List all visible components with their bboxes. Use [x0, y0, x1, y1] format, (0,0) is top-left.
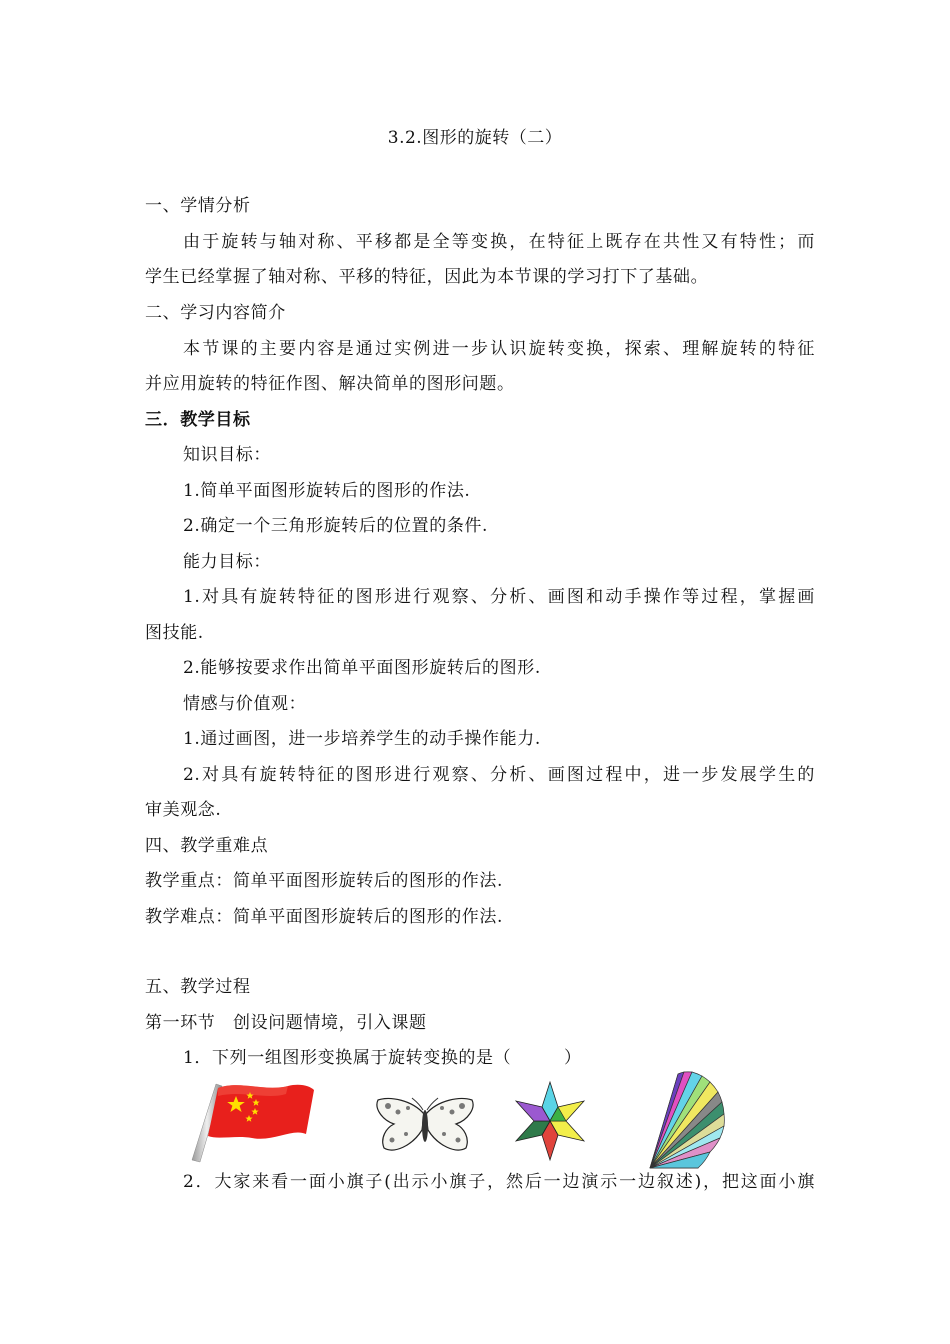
section-heading-key-difficult: 四、教学重难点	[145, 836, 269, 856]
paragraph-line: 并应用旋转的特征作图、解决简单的图形问题。	[145, 374, 515, 394]
section-heading-teaching-process: 五、教学过程	[145, 977, 251, 997]
subheading-emotion-values: 情感与价值观：	[183, 694, 307, 714]
star-image	[514, 1080, 586, 1162]
flag-image	[188, 1078, 318, 1166]
list-item: 1.简单平面图形旋转后的图形的作法.	[183, 481, 471, 501]
stage-heading: 第一环节 创设问题情境，引入课题	[145, 1013, 427, 1033]
difficult-point: 教学难点：简单平面图形旋转后的图形的作法.	[145, 907, 504, 927]
paragraph-line: 学生已经掌握了轴对称、平移的特征，因此为本节课的学习打下了基础。	[145, 267, 709, 287]
list-item-continuation: 图技能.	[145, 623, 204, 643]
section-heading-teaching-goals: 三．教学目标	[145, 410, 251, 430]
figure-row	[0, 1068, 950, 1170]
fan-image	[644, 1068, 732, 1170]
section-heading-content-intro: 二、学习内容简介	[145, 303, 286, 323]
page-title: 3.2.图形的旋转（二）	[387, 128, 563, 148]
question-1: 1．下列一组图形变换属于旋转变换的是（ ）	[183, 1048, 582, 1068]
paragraph-line: 由于旋转与轴对称、平移都是全等变换，在特征上既存在共性又有特性；而	[183, 232, 815, 252]
butterfly-image	[372, 1094, 478, 1158]
subheading-ability-goals: 能力目标：	[183, 552, 271, 572]
list-item-continuation: 审美观念.	[145, 800, 222, 820]
section-heading-learning-analysis: 一、学情分析	[145, 196, 251, 216]
list-item: 1.对具有旋转特征的图形进行观察、分析、画图和动手操作等过程，掌握画	[183, 587, 815, 607]
list-item: 1.通过画图，进一步培养学生的动手操作能力.	[183, 729, 541, 749]
list-item: 2.确定一个三角形旋转后的位置的条件.	[183, 516, 489, 536]
list-item: 2.对具有旋转特征的图形进行观察、分析、画图过程中，进一步发展学生的	[183, 765, 815, 785]
subheading-knowledge-goals: 知识目标：	[183, 445, 271, 465]
list-item: 2.能够按要求作出简单平面图形旋转后的图形.	[183, 658, 541, 678]
paragraph-line: 本节课的主要内容是通过实例进一步认识旋转变换，探索、理解旋转的特征	[183, 339, 815, 359]
question-2: 2．大家来看一面小旗子(出示小旗子，然后一边演示一边叙述)，把这面小旗	[183, 1172, 815, 1192]
key-point: 教学重点：简单平面图形旋转后的图形的作法.	[145, 871, 504, 891]
